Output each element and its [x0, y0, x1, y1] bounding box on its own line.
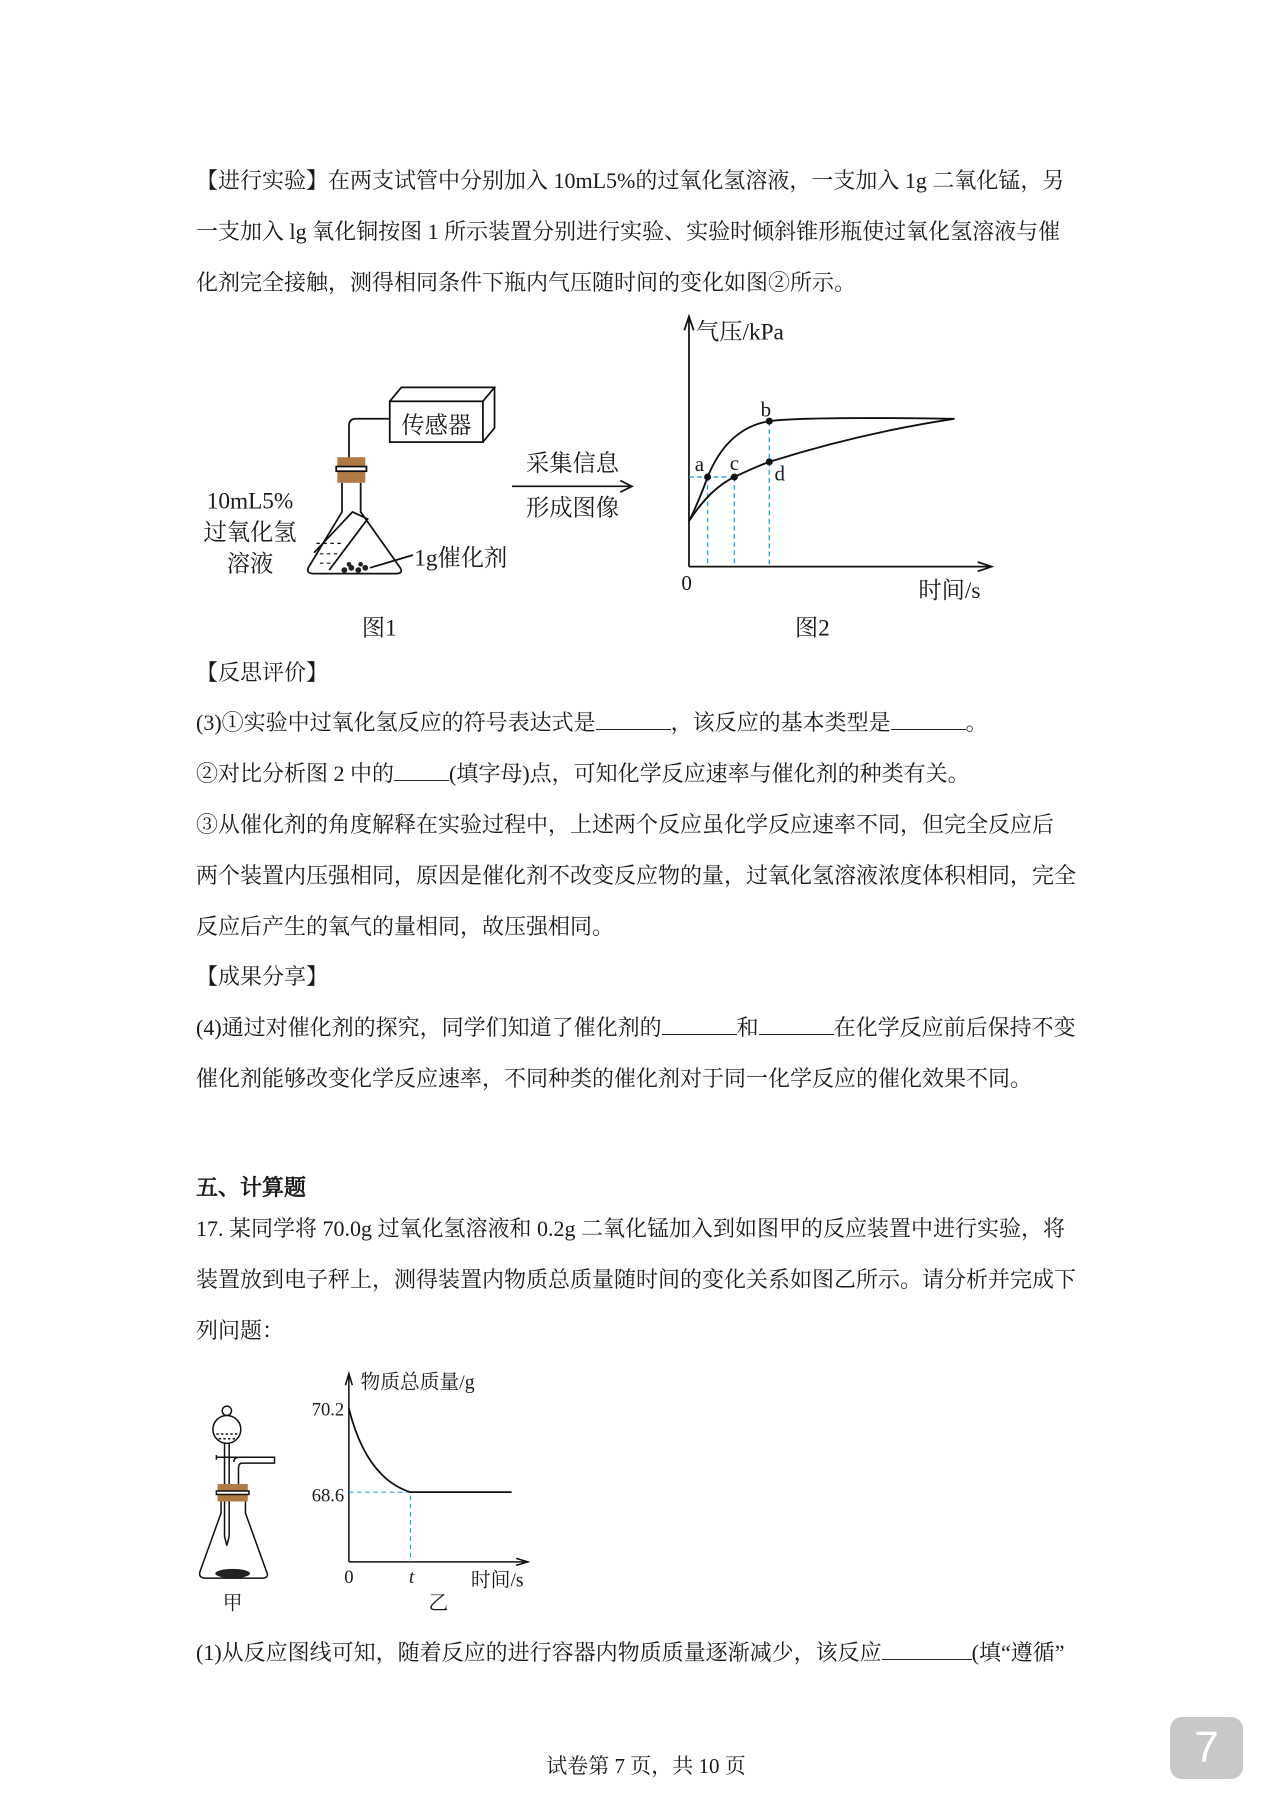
arrow-bottom-label: 形成图像 [526, 495, 620, 522]
q4-text-a: (4)通过对催化剂的探究，同学们知道了催化剂的 [196, 1015, 662, 1040]
answer-blank[interactable] [394, 760, 449, 781]
figure-1-caption: 图1 [361, 615, 397, 642]
section-5-heading: 五、计算题 [196, 1175, 307, 1200]
reflection-heading: 【反思评价】 [196, 660, 329, 685]
q3-2-text-a: ②对比分析图 2 中的 [196, 761, 395, 786]
ytick-70-2: 70.2 [311, 1399, 345, 1421]
sensor-tube [349, 419, 390, 460]
chart-2-xlabel: 时间/s [918, 578, 981, 605]
q3-2-text-b: (填字母)点，可知化学反应速率与催化剂的种类有关。 [449, 761, 970, 786]
chart-yi-dashed-guides [349, 1492, 411, 1562]
answer-blank[interactable] [662, 1014, 737, 1035]
answer-blank[interactable] [891, 709, 966, 730]
answer-blank[interactable] [759, 1014, 834, 1035]
chart-yi-origin: 0 [344, 1566, 354, 1588]
catalyst-particles [341, 562, 368, 573]
solution-label-2: 过氧化氢 [203, 519, 297, 546]
arrow-top-label: 采集信息 [526, 451, 620, 478]
point-d [766, 458, 773, 465]
question-17-line-3: 列问题： [196, 1318, 285, 1343]
solution-label-1: 10mL5% [206, 488, 294, 515]
page-footer: 试卷第 7 页，共 10 页 [546, 1754, 746, 1778]
question-4-line-2: 催化剂能够改变化学反应速率，不同种类的催化剂对于同一化学反应的催化效果不同。 [196, 1066, 1033, 1091]
q4-text-b: 和 [736, 1015, 759, 1040]
chart-yi-axes [345, 1371, 527, 1566]
sensor-label: 传感器 [401, 412, 472, 439]
page-number-badge: 7 [1170, 1717, 1243, 1779]
q3-1-text-a: (3)①实验中过氧化氢反应的符号表达式是 [196, 710, 596, 735]
figure-jia-caption: 甲 [222, 1592, 243, 1615]
experiment-line-1: 【进行实验】在两支试管中分别加入 10mL5%的过氧化氢溶液，一支加入 1g 二氧化锰，另 [196, 168, 1065, 193]
question-3-3-line-3: 反应后产生的氧气的量相同，故压强相同。 [196, 914, 615, 939]
q17-1-text-b: (填“遵循” [971, 1640, 1065, 1665]
question-17-line-2: 装置放到电子秤上，测得装置内物质总质量随时间的变化关系如图乙所示。请分析并完成下 [196, 1267, 1077, 1292]
chart-2-axes [684, 316, 991, 571]
q3-1-text-c: 。 [965, 710, 988, 735]
figure-1-and-2 [186, 308, 1001, 646]
point-a [704, 474, 711, 481]
question-3-3-line-1: ③从催化剂的角度解释在实验过程中，上述两个反应虽化学反应速率不同，但完全反应后 [196, 812, 1055, 837]
label-a: a [694, 452, 705, 477]
ytick-68-6: 68.6 [311, 1485, 345, 1507]
question-4 [196, 1013, 1076, 1043]
answer-blank[interactable] [596, 709, 671, 730]
chart-yi-mass-curve [349, 1408, 512, 1492]
experiment-line-2: 一支加入 lg 氧化铜按图 1 所示装置分别进行实验、实验时倾斜锥形瓶使过氧化氢溶液与催 [196, 219, 1061, 244]
answer-blank[interactable] [882, 1639, 972, 1660]
figure-yi-caption: 乙 [428, 1592, 449, 1615]
label-c: c [729, 451, 740, 476]
question-17-line-1: 17. 某同学将 70.0g 过氧化氢溶液和 0.2g 二氧化锰加入到如图甲的反应装置中进行实验，将 [196, 1216, 1066, 1241]
label-d: d [774, 461, 786, 486]
catalyst-particles [215, 1569, 250, 1578]
question-3-3-line-2: 两个装置内压强相同，原因是催化剂不改变反应物的量，过氧化氢溶液浓度体积相同，完全 [196, 863, 1077, 888]
figure-2-caption: 图2 [794, 615, 830, 642]
chart-yi-ylabel: 物质总质量/g [360, 1371, 475, 1394]
q3-1-text-b: ，该反应的基本类型是 [670, 710, 891, 735]
chart-2-ylabel: 气压/kPa [695, 319, 784, 346]
flask-icon [308, 457, 413, 573]
question-17-1 [196, 1638, 1065, 1668]
question-3-2 [196, 759, 970, 789]
chart-2-origin: 0 [681, 570, 692, 595]
xtick-t: t [409, 1566, 415, 1588]
experiment-line-3: 化剂完全接触，测得相同条件下瓶内气压随时间的变化如图②所示。 [196, 270, 857, 295]
q17-1-text-a: (1)从反应图线可知，随着反应的进行容器内物质质量逐渐减少，该反应 [196, 1640, 882, 1665]
question-3-1 [196, 708, 988, 738]
share-heading: 【成果分享】 [196, 964, 329, 989]
separatory-flask-icon [200, 1406, 275, 1578]
solution-label-3: 溶液 [226, 551, 274, 578]
figure-jia-yi [186, 1362, 535, 1620]
catalyst-label: 1g催化剂 [414, 545, 508, 572]
label-b: b [760, 397, 772, 422]
chart-yi-xlabel: 时间/s [470, 1569, 524, 1592]
arrow-icon [512, 480, 632, 492]
q4-text-c: 在化学反应前后保持不变 [833, 1015, 1076, 1040]
